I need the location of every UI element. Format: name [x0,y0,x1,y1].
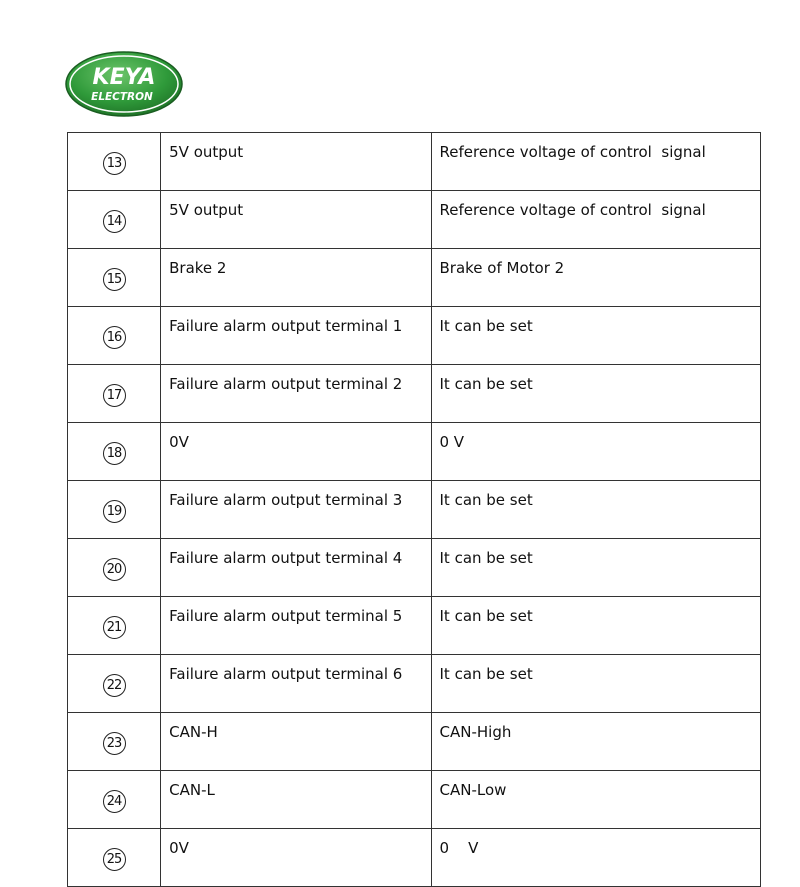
pin-name-cell: CAN-H [161,713,431,771]
keya-electron-logo [64,50,184,118]
pin-description-cell: It can be set [431,481,761,539]
pin-name-cell: 0V [161,829,431,887]
pin-number-cell [68,655,161,713]
pin-description-cell: Reference voltage of control signal [431,133,761,191]
table-row [68,191,761,249]
pin-description-cell: It can be set [431,597,761,655]
pin-number-cell [68,191,161,249]
table-row [68,655,761,713]
pin-number-cell [68,539,161,597]
pin-name-cell: Failure alarm output terminal 5 [161,597,431,655]
table-row [68,307,761,365]
pin-description-cell: It can be set [431,307,761,365]
pin-name-cell: Failure alarm output terminal 6 [161,655,431,713]
pin-number-circle: 17 [103,384,126,407]
pin-number-cell [68,307,161,365]
logo-text-electron: ELECTRON [91,91,153,103]
pin-number-cell [68,829,161,887]
pin-number-circle: 16 [103,326,126,349]
pin-description-cell: Brake of Motor 2 [431,249,761,307]
table-row [68,133,761,191]
pin-definition-table [67,132,761,887]
pin-number-circle: 13 [103,152,126,175]
logo-text-keya: KEYA [92,65,156,90]
pin-number-circle: 18 [103,442,126,465]
pin-description-cell: CAN-Low [431,771,761,829]
pin-number-circle: 21 [103,616,126,639]
pin-name-cell: Failure alarm output terminal 2 [161,365,431,423]
pin-number-cell [68,249,161,307]
table-row [68,597,761,655]
table-row [68,423,761,481]
pin-description-cell: It can be set [431,365,761,423]
table-row [68,481,761,539]
table-row [68,249,761,307]
pin-description-cell: Reference voltage of control signal [431,191,761,249]
table-row [68,713,761,771]
pin-name-cell: Failure alarm output terminal 4 [161,539,431,597]
pin-description-cell: It can be set [431,539,761,597]
pin-number-cell [68,481,161,539]
pin-name-cell: Failure alarm output terminal 3 [161,481,431,539]
pin-description-cell: 0 V [431,423,761,481]
pin-name-cell: 5V output [161,133,431,191]
pin-number-circle: 23 [103,732,126,755]
pin-number-cell [68,365,161,423]
pin-description-cell: 0 V [431,829,761,887]
pin-number-circle: 25 [103,848,126,871]
pin-number-cell [68,133,161,191]
pin-number-circle: 14 [103,210,126,233]
pin-number-circle: 15 [103,268,126,291]
pin-number-circle: 19 [103,500,126,523]
table-row [68,829,761,887]
table-row [68,539,761,597]
pin-description-cell: It can be set [431,655,761,713]
pin-number-cell [68,423,161,481]
table-row [68,365,761,423]
pin-description-cell: CAN-High [431,713,761,771]
pin-name-cell: Failure alarm output terminal 1 [161,307,431,365]
pin-number-circle: 22 [103,674,126,697]
pin-name-cell: CAN-L [161,771,431,829]
pin-name-cell: 0V [161,423,431,481]
pin-number-circle: 20 [103,558,126,581]
pin-name-cell: Brake 2 [161,249,431,307]
pin-number-circle: 24 [103,790,126,813]
pin-name-cell: 5V output [161,191,431,249]
pin-number-cell [68,713,161,771]
pin-number-cell [68,597,161,655]
